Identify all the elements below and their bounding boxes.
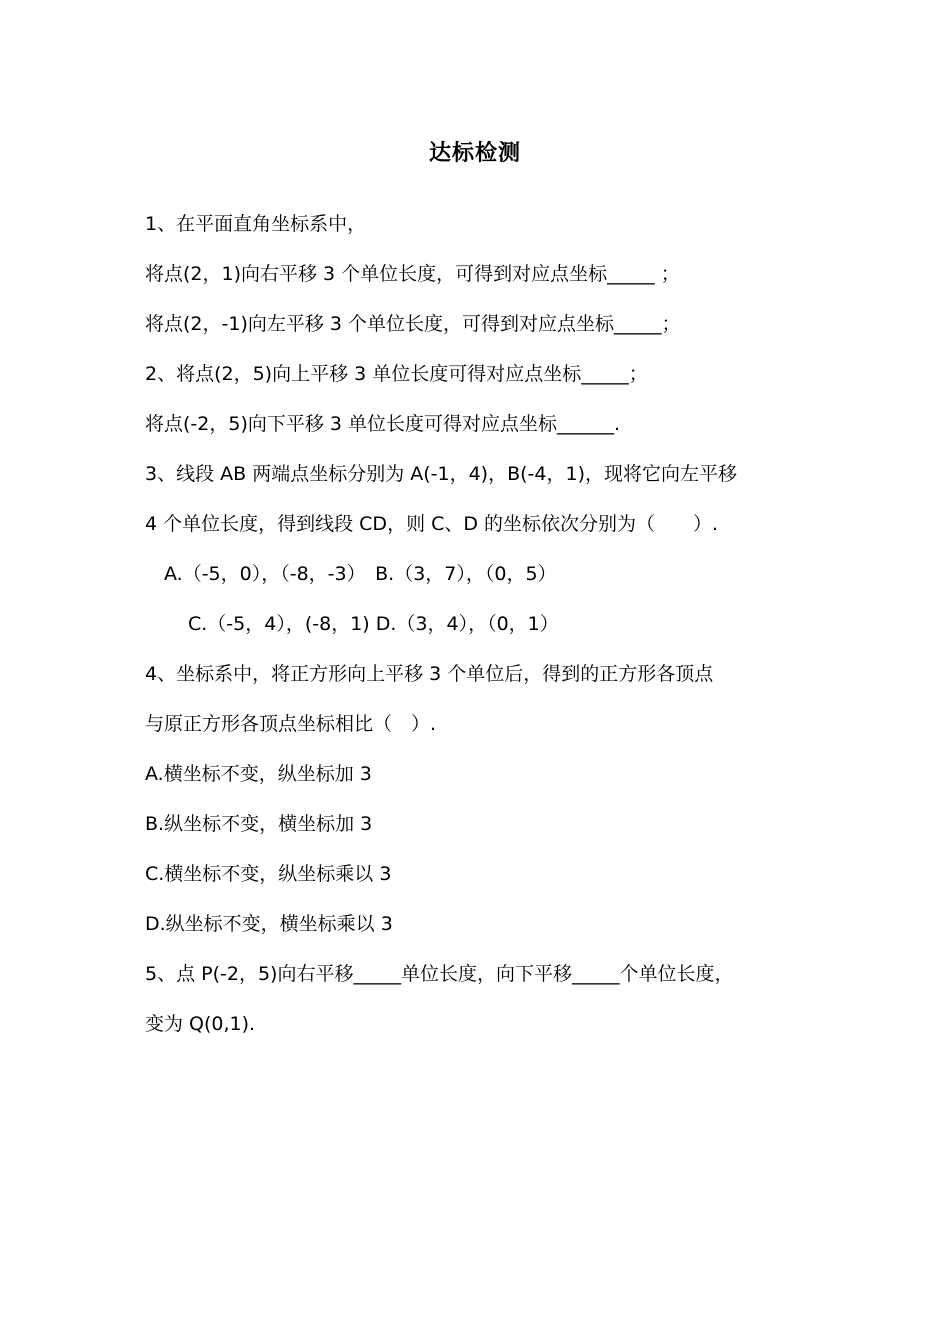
question-5-line-1: 5、点 P(-2，5)向右平移_____单位长度，向下平移_____个单位长度， xyxy=(145,963,734,985)
question-3-stem-line-2: 4 个单位长度，得到线段 CD，则 C、D 的坐标依次分别为（ ）. xyxy=(145,513,719,535)
question-3-stem-line-1: 3、线段 AB 两端点坐标分别为 A(-1，4)，B(-4，1)，现将它向左平移 xyxy=(145,463,737,485)
question-4-stem-line-1: 4、坐标系中，将正方形向上平移 3 个单位后，得到的正方形各顶点 xyxy=(145,663,714,685)
question-5-line-2: 变为 Q(0,1). xyxy=(145,1013,256,1035)
page-title: 达标检测 xyxy=(428,141,521,166)
question-3-options-cd: C.（-5，4），(-8，1) D.（3，4），（0，1） xyxy=(188,613,559,635)
question-4-option-a: A.横坐标不变，纵坐标加 3 xyxy=(145,763,372,785)
question-3-options-ab: A.（-5，0），（-8，-3） B.（3，7），（0，5） xyxy=(164,563,557,585)
question-2-part-b: 将点(-2，5)向下平移 3 单位长度可得对应点坐标______. xyxy=(145,413,621,435)
question-4-option-b: B.纵坐标不变，横坐标加 3 xyxy=(145,813,373,835)
question-4-option-d: D.纵坐标不变，横坐标乘以 3 xyxy=(145,913,393,935)
question-4-option-c: C.横坐标不变，纵坐标乘以 3 xyxy=(145,863,392,885)
question-1-part-a: 将点(2，1)向右平移 3 个单位长度，可得到对应点坐标_____ ； xyxy=(145,263,680,285)
question-1-part-b: 将点(2，-1)向左平移 3 个单位长度，可得到对应点坐标_____； xyxy=(145,313,681,335)
question-1-intro: 1、在平面直角坐标系中， xyxy=(145,213,367,235)
question-2-part-a: 2、将点(2，5)向上平移 3 单位长度可得对应点坐标_____； xyxy=(145,363,648,385)
question-4-stem-line-2: 与原正方形各顶点坐标相比（ ）. xyxy=(145,713,437,735)
